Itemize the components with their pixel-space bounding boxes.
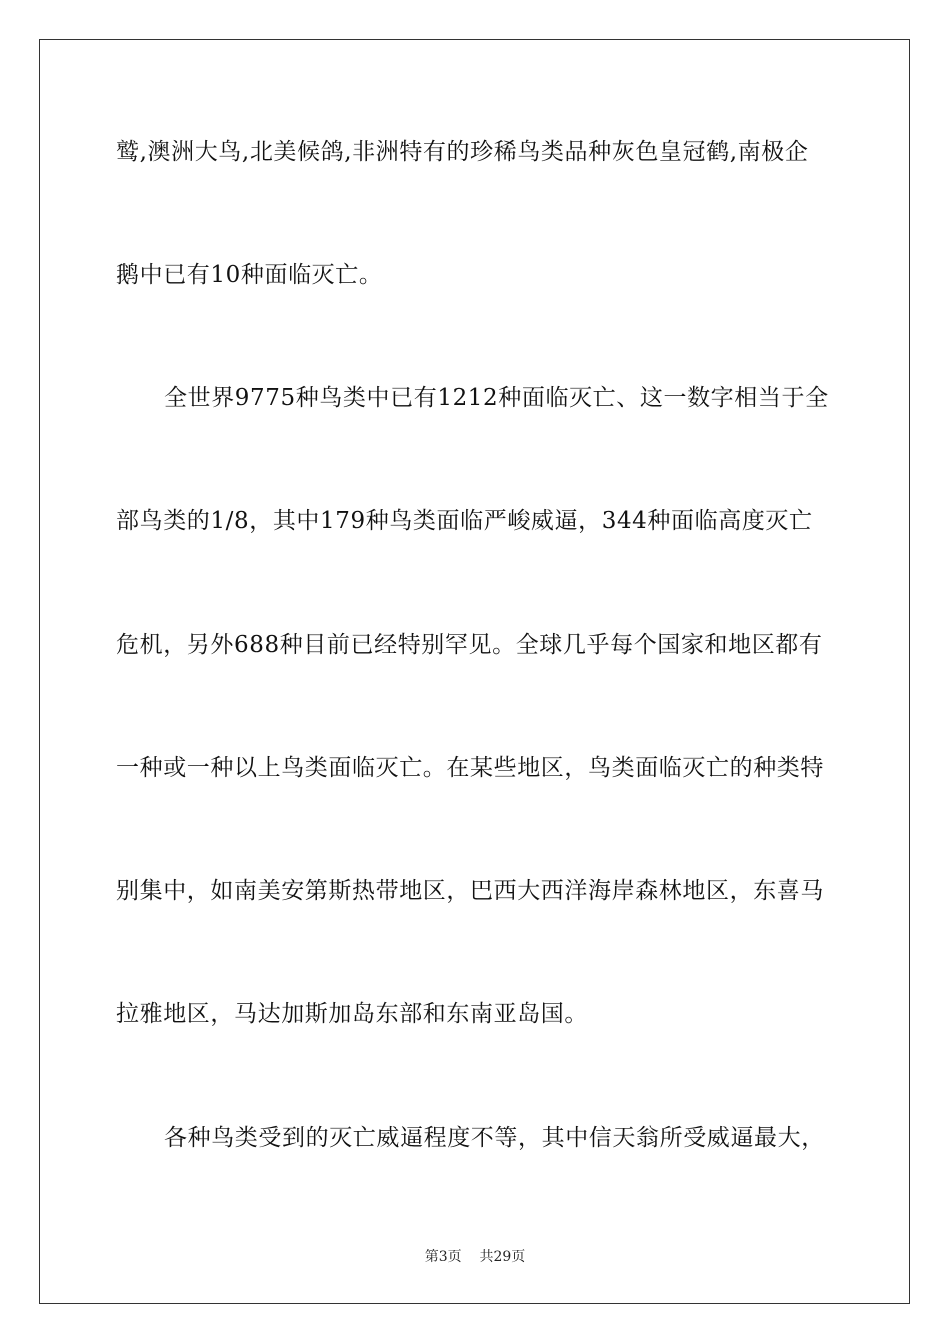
page-number: 第3页 共29页 [424,1249,526,1265]
paragraph-line-2: 鹅中已有10种面临灭亡。 [116,262,383,288]
paragraph-line-8: 拉雅地区，马达加斯加岛东部和东南亚岛国。 [116,1001,588,1027]
paragraph-line-9: 各种鸟类受到的灭亡威逼程度不等，其中信天翁所受威逼最大， [164,1125,825,1151]
paragraph-line-3: 全世界9775种鸟类中已有1212种面临灭亡、这一数字相当于全 [164,385,829,411]
paragraph-line-6: 一种或一种以上鸟类面临灭亡。在某些地区，鸟类面临灭亡的种类特 [116,755,824,781]
paragraph-line-5: 危机，另外688种目前已经特别罕见。全球几乎每个国家和地区都有 [116,632,823,658]
paragraph-line-7: 别集中，如南美安第斯热带地区，巴西大西洋海岸森林地区，东喜马 [116,878,824,904]
paragraph-line-1: 鹫,澳洲大鸟,北美候鸽,非洲特有的珍稀鸟类品种灰色皇冠鹤,南极企 [116,139,809,165]
paragraph-line-4: 部鸟类的1/8，其中179种鸟类面临严峻威逼，344种面临高度灭亡 [116,508,813,534]
page-border [39,39,910,1304]
